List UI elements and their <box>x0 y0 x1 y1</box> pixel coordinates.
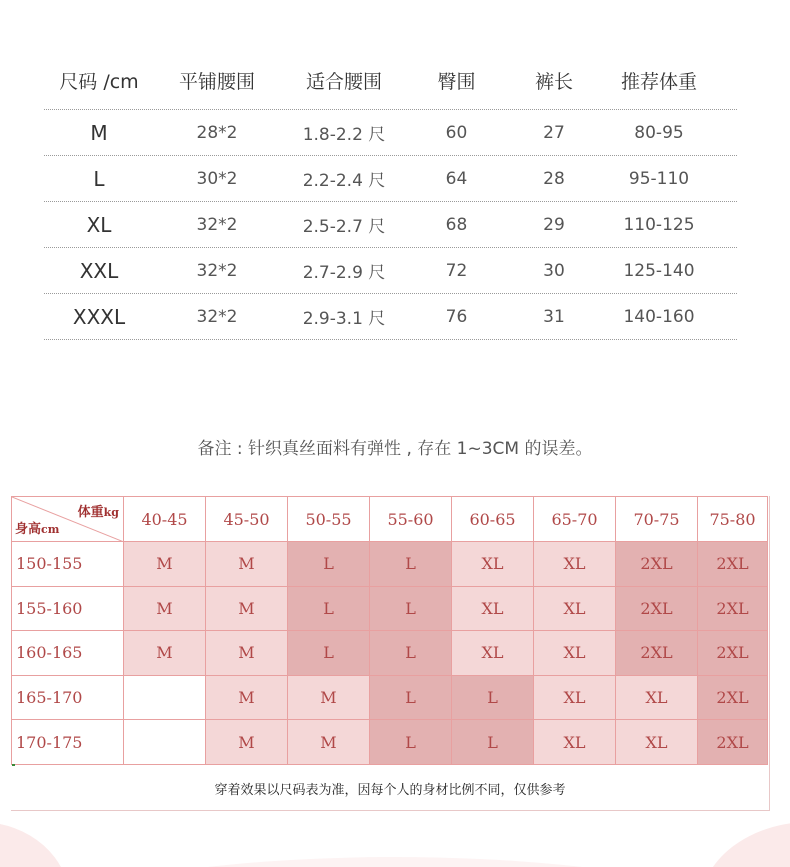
size-cell: L <box>370 631 452 676</box>
flat-waist-value: 28*2 <box>196 122 238 143</box>
header-hip: 臀围 <box>437 71 476 93</box>
weight-col-header: 70-75 <box>616 497 698 542</box>
grid-header-row <box>12 497 768 542</box>
grid-row <box>12 631 768 676</box>
weight-value: 80-95 <box>634 122 684 143</box>
size-cell: L <box>370 675 452 720</box>
size-label: L <box>93 166 105 191</box>
grid-footnote: 穿着效果以尺码表为准，因每个人的身材比例不同，仅供参考 <box>11 766 769 810</box>
size-cell: XL <box>534 586 616 631</box>
size-cell: XL <box>452 631 534 676</box>
hip-value: 68 <box>445 214 468 235</box>
size-cell: 2XL <box>616 631 698 676</box>
weight-value: 110-125 <box>623 214 695 235</box>
size-cell <box>124 675 206 720</box>
length-value: 29 <box>543 214 565 235</box>
hip-value: 72 <box>445 260 468 281</box>
size-cell: M <box>124 631 206 676</box>
corner-height-label: 身高cm <box>15 522 60 537</box>
fit-waist-value: 2.9-3.1 尺 <box>302 309 386 329</box>
decorative-arcs <box>0 812 790 867</box>
length-value: 31 <box>543 306 565 327</box>
hip-value: 76 <box>445 306 468 327</box>
elasticity-note: 备注 : 针织真丝面料有弹性 , 存在 1~3CM 的误差。 <box>197 439 593 459</box>
size-cell: 2XL <box>698 542 768 587</box>
length-value: 28 <box>543 168 565 189</box>
size-cell: XL <box>534 675 616 720</box>
size-cell: 2XL <box>698 586 768 631</box>
decorative-arc-shapes <box>0 812 790 867</box>
height-row-label: 155-160 <box>12 586 124 631</box>
height-row-label: 160-165 <box>12 631 124 676</box>
size-cell: M <box>206 542 288 587</box>
size-row <box>44 156 737 202</box>
length-value: 27 <box>543 122 565 143</box>
size-table-header <box>44 52 737 110</box>
size-row <box>44 248 737 294</box>
length-value: 30 <box>543 260 565 281</box>
size-cell <box>124 720 206 765</box>
size-cell: 2XL <box>698 631 768 676</box>
size-cell: XL <box>616 720 698 765</box>
header-length: 裤长 <box>534 71 573 93</box>
fit-waist-value: 1.8-2.2 尺 <box>302 125 386 145</box>
size-row <box>44 202 737 248</box>
weight-col-header: 75-80 <box>698 497 768 542</box>
size-cell: 2XL <box>698 675 768 720</box>
size-cell: L <box>288 542 370 587</box>
size-cell: M <box>206 720 288 765</box>
size-cell: XL <box>534 720 616 765</box>
size-row <box>44 294 737 340</box>
fit-waist-value: 2.5-2.7 尺 <box>302 217 386 237</box>
size-label: M <box>90 120 108 145</box>
grid-row <box>12 675 768 720</box>
flat-waist-value: 32*2 <box>196 260 238 281</box>
size-cell: M <box>288 720 370 765</box>
size-cell: 2XL <box>616 542 698 587</box>
hip-value: 64 <box>445 168 468 189</box>
header-weight: 推荐体重 <box>620 71 697 93</box>
size-label: XXL <box>79 258 119 283</box>
hip-value: 60 <box>445 122 468 143</box>
height-row-label: 165-170 <box>12 675 124 720</box>
flat-waist-value: 30*2 <box>196 168 238 189</box>
size-label: XXXL <box>72 304 126 329</box>
size-cell: XL <box>616 675 698 720</box>
size-cell: XL <box>452 542 534 587</box>
size-cell: M <box>124 586 206 631</box>
size-cell: M <box>206 675 288 720</box>
weight-col-header: 65-70 <box>534 497 616 542</box>
size-label: XL <box>86 212 112 237</box>
weight-value: 95-110 <box>628 168 690 189</box>
grid-row <box>12 720 768 765</box>
size-cell: XL <box>452 586 534 631</box>
size-cell: L <box>370 720 452 765</box>
weight-col-header: 40-45 <box>124 497 206 542</box>
size-cell: L <box>370 542 452 587</box>
flat-waist-value: 32*2 <box>196 214 238 235</box>
size-cell: M <box>288 675 370 720</box>
size-cell: L <box>370 586 452 631</box>
height-weight-grid <box>11 496 770 811</box>
grid-row <box>12 542 768 587</box>
size-cell: 2XL <box>698 720 768 765</box>
size-cell: XL <box>534 542 616 587</box>
header-fit-waist: 适合腰围 <box>305 71 382 93</box>
height-weight-table <box>11 496 768 765</box>
flat-waist-value: 32*2 <box>196 306 238 327</box>
size-cell: M <box>124 542 206 587</box>
fit-waist-value: 2.2-2.4 尺 <box>302 171 386 191</box>
size-table <box>44 52 737 340</box>
weight-col-header: 50-55 <box>288 497 370 542</box>
weight-value: 140-160 <box>623 306 695 327</box>
size-row <box>44 110 737 156</box>
weight-col-header: 55-60 <box>370 497 452 542</box>
weight-col-header: 45-50 <box>206 497 288 542</box>
fit-waist-value: 2.7-2.9 尺 <box>302 263 386 283</box>
size-cell: 2XL <box>616 586 698 631</box>
corner-weight-label: 体重kg <box>77 505 119 520</box>
size-cell: L <box>288 631 370 676</box>
grid-row <box>12 586 768 631</box>
size-cell: L <box>288 586 370 631</box>
weight-col-header: 60-65 <box>452 497 534 542</box>
size-cell: M <box>206 631 288 676</box>
header-flat-waist: 平铺腰围 <box>178 71 255 93</box>
size-cell: L <box>452 720 534 765</box>
size-cell: XL <box>534 631 616 676</box>
size-cell: M <box>206 586 288 631</box>
size-cell: L <box>452 675 534 720</box>
grid-corner <box>12 497 124 542</box>
height-row-label: 170-175 <box>12 720 124 765</box>
header-size: 尺码 /cm <box>59 71 139 93</box>
weight-value: 125-140 <box>623 260 695 281</box>
height-row-label: 150-155 <box>12 542 124 587</box>
